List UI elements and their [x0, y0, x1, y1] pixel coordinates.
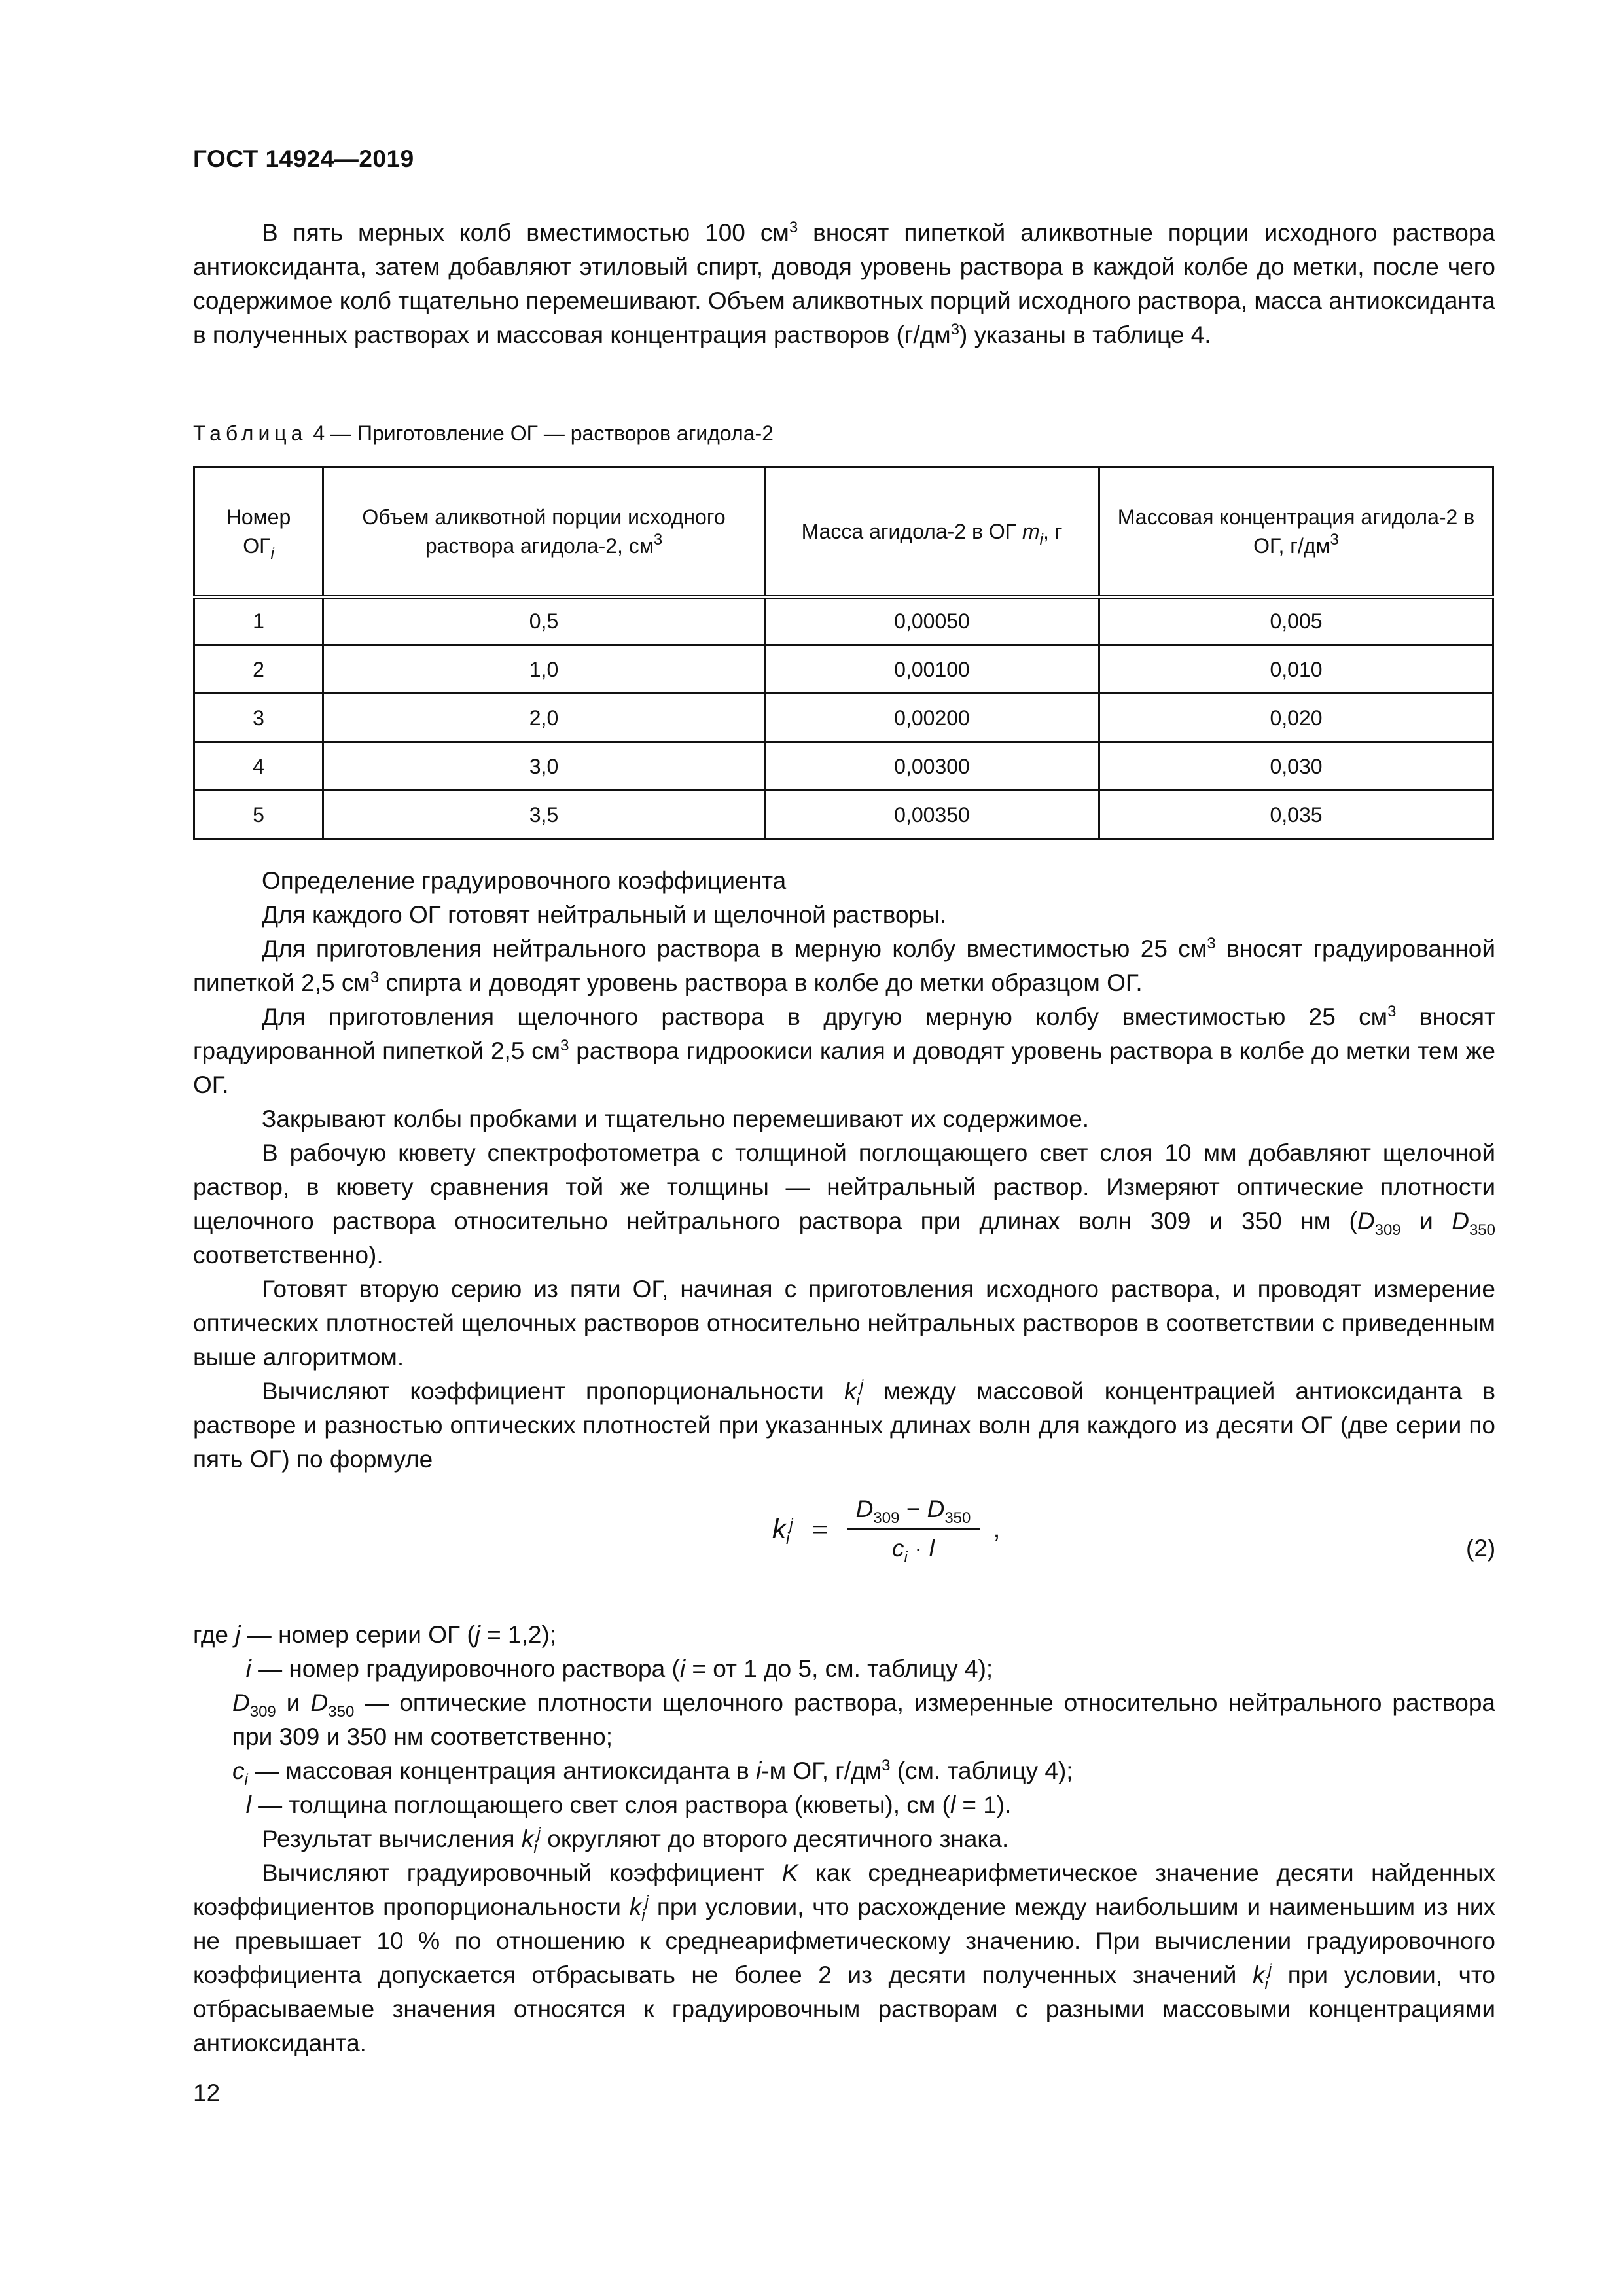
intro-paragraph: В пять мерных колб вместимостью 100 $см^3$ вносят пипеткой аликвотные порции исходного раствора антиоксиданта, затем добавляют этиловый спирт, доводя уровень раствора в каждой колбе до метки, после чего содержимое колб тщательно перемешивают. Объем аликвотных порций исходного раствора, масса антиоксиданта в полученных растворах и массовая концентрация растворов $(г/дм^3)$ указаны в таблице 4.: [193, 219, 1495, 348]
cell-number: 1: [194, 597, 323, 645]
col-header-number: Номер $ОГ_i$: [194, 467, 323, 597]
cell-number: 5: [194, 791, 323, 839]
col-header-volume: Объем аликвотной порции исходного раствора агидола-2, $см^3$: [323, 467, 765, 597]
table-row: [194, 597, 1493, 645]
cell-volume: 3,5: [323, 791, 765, 839]
cell-concentration: 0,005: [1099, 597, 1493, 645]
cell-volume: 2,0: [323, 694, 765, 742]
cell-mass: 0,00200: [765, 694, 1099, 742]
table-row: [194, 645, 1493, 694]
cell-mass: 0,00350: [765, 791, 1099, 839]
cell-number: 3: [194, 694, 323, 742]
cell-concentration: 0,030: [1099, 742, 1493, 791]
col-header-mass: Масса агидола-2 в ОГ $m_i$, г: [765, 467, 1099, 597]
cell-volume: 1,0: [323, 645, 765, 694]
cell-volume: 3,0: [323, 742, 765, 791]
cell-concentration: 0,010: [1099, 645, 1493, 694]
col-header-concentration: Массовая концентрация агидола-2 в ОГ, $г/дм^3$: [1099, 467, 1493, 597]
formula-legend: где j — номер серии ОГ (j = 1,2); i — номер градуировочного раствора (i = от 1 до 5, см. таблицу 4); $D_{309}$ и $D_{350}$ — оптические плотности щелочного раствора, измеренные относительно нейтрального раствора при 309 и 350 нм соответственно; $c_i$ — массовая концентрация антиоксиданта в i-м ОГ, $г/дм^3$ (см. таблицу 4); l — толщина поглощающего свет слоя раствора (кюветы), см (l = 1).: [193, 1621, 1495, 1818]
document-standard-number: ГОСТ 14924—2019: [193, 145, 414, 172]
formula-k: $k_i^j$ = $\frac{D_{309} - D_{350}}{c_i \cdot l}$ ,: [772, 1496, 1001, 1566]
method-text: Определение градуировочного коэффициента Для каждого ОГ готовят нейтральный и щелочной растворы. Для приготовления нейтрального раствора в мерную колбу вместимостью 25 $см^3$ вносят градуированной пипеткой 2,5 $см^3$ спирта и доводят уровень раствора в колбе до метки образцом ОГ. Для приготовления щелочного раствора в другую мерную колбу вместимостью 25 $см^3$ вносят градуированной пипеткой 2,5 $см^3$ раствора гидроокиси калия и доводят уровень раствора в колбе до метки тем же ОГ. Закрывают колбы пробками и тщательно перемешивают их содержимое. В рабочую кювету спектрофотометра с толщиной поглощающего свет слоя 10 мм добавляют щелочной раствор, в кювету сравнения той же толщины — нейтральный раствор. Измеряют оптические плотности щелочного раствора относительно нейтрального раствора при длинах волн 309 и 350 нм ($D_{309}$ и $D_{350}$ соответственно). Готовят вторую серию из пяти ОГ, начиная с приготовления исходного раствора, и проводят измерение оптических плотностей щелочных растворов относительно нейтральных растворов в соответствии с приведенным выше алгоритмом. Вычисляют коэффициент пропорциональности $k_i^j$ между массовой концентрацией антиоксиданта в растворе и разностью оптических плотностей при указанных длинах волн для каждого из десяти ОГ (две серии по пять ОГ) по формуле: [193, 864, 1495, 1477]
formula-fraction: $\frac{D_{309} - D_{350}}{c_i \cdot l}$: [847, 1496, 980, 1562]
table-row: [194, 791, 1493, 839]
cell-number: 4: [194, 742, 323, 791]
cell-number: 2: [194, 645, 323, 694]
og-preparation-table: [193, 466, 1494, 840]
cell-concentration: 0,020: [1099, 694, 1493, 742]
table-row: [194, 742, 1493, 791]
cell-concentration: 0,035: [1099, 791, 1493, 839]
cell-mass: 0,00100: [765, 645, 1099, 694]
table-row: [194, 694, 1493, 742]
page-number: 12: [193, 2079, 221, 2106]
result-text: Результат вычисления $k_i^j$ округляют до второго десятичного знака. Вычисляют градуировочный коэффициент K как среднеарифметическое значение десяти найденных коэффициентов пропорциональности $k_i^j$ при условии, что расхождение между наибольшим и наименьшим из них не превышает 10 % по отношению к среднеарифметическому значению. При вычислении градуировочного коэффициента допускается отбрасывать не более 2 из десяти полученных значений $k_i^j$ при условии, что отбрасываемые значения относятся к градуировочным растворам с разными массовыми концентрациями антиоксиданта.: [193, 1825, 1495, 2056]
table-header-row: [194, 467, 1493, 597]
equation-number: (2): [1466, 1535, 1496, 1562]
cell-mass: 0,00300: [765, 742, 1099, 791]
section-heading: Определение градуировочного коэффициента: [262, 867, 787, 894]
table-caption: Таблица 4 — Приготовление ОГ — растворов агидола-2: [193, 422, 774, 445]
cell-mass: 0,00050: [765, 597, 1099, 645]
cell-volume: 0,5: [323, 597, 765, 645]
